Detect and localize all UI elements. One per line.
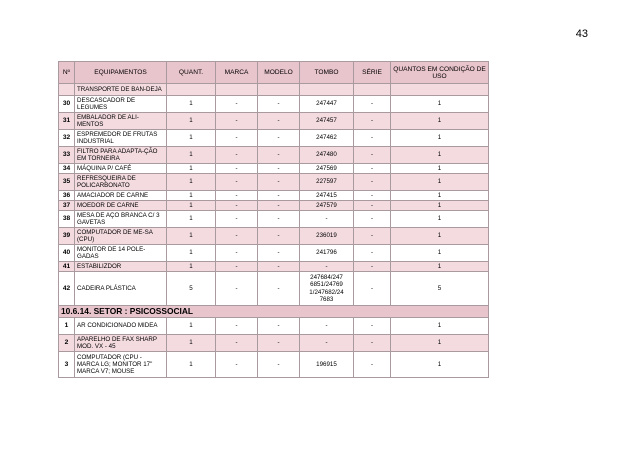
- table-row: [59, 147, 489, 164]
- cell-uso: 1: [391, 96, 489, 113]
- cell-marca: -: [216, 164, 258, 174]
- cell-serie: -: [354, 228, 391, 245]
- cell-uso: 1: [391, 191, 489, 201]
- header-marca: MARCA: [216, 62, 258, 84]
- cell-quant: [167, 84, 216, 96]
- cell-marca: -: [216, 201, 258, 211]
- header-num: Nº: [59, 62, 75, 84]
- cell-serie: -: [354, 201, 391, 211]
- cell-marca: -: [216, 211, 258, 228]
- cell-num: 3: [59, 352, 75, 378]
- cell-marca: -: [216, 245, 258, 262]
- table-row: [59, 84, 489, 96]
- cell-quant: 5: [167, 272, 216, 306]
- cell-serie: -: [354, 245, 391, 262]
- cell-equipamento: DESCASCADOR DE LEGUMES: [75, 96, 167, 113]
- cell-serie: -: [354, 335, 391, 352]
- cell-equipamento: MONITOR DE 14 POLE-GADAS: [75, 245, 167, 262]
- table-row: [59, 201, 489, 211]
- header-equipamentos: EQUIPAMENTOS: [75, 62, 167, 84]
- cell-tombo: 241796: [300, 245, 354, 262]
- cell-tombo: -: [300, 335, 354, 352]
- cell-equipamento: MESA DE AÇO BRANCA C/ 3 GAVETAS: [75, 211, 167, 228]
- cell-marca: -: [216, 191, 258, 201]
- cell-uso: 1: [391, 201, 489, 211]
- cell-marca: -: [216, 147, 258, 164]
- cell-equipamento: COMPUTADOR DE ME-SA (CPU): [75, 228, 167, 245]
- cell-num: 38: [59, 211, 75, 228]
- cell-equipamento: MÁQUINA P/ CAFÉ: [75, 164, 167, 174]
- cell-modelo: -: [258, 228, 300, 245]
- cell-uso: 1: [391, 164, 489, 174]
- cell-num: [59, 84, 75, 96]
- cell-tombo: -: [300, 211, 354, 228]
- cell-tombo: 236019: [300, 228, 354, 245]
- table-row: [59, 174, 489, 191]
- cell-tombo: [300, 84, 354, 96]
- cell-uso: [391, 84, 489, 96]
- cell-quant: 1: [167, 113, 216, 130]
- cell-serie: -: [354, 352, 391, 378]
- cell-tombo: -: [300, 262, 354, 272]
- cell-modelo: -: [258, 113, 300, 130]
- cell-equipamento: TRANSPORTE DE BAN-DEJA: [75, 84, 167, 96]
- cell-uso: 1: [391, 147, 489, 164]
- cell-marca: -: [216, 113, 258, 130]
- header-quant: QUANT.: [167, 62, 216, 84]
- cell-serie: -: [354, 191, 391, 201]
- section-row: [59, 306, 489, 318]
- cell-uso: 5: [391, 272, 489, 306]
- cell-marca: -: [216, 318, 258, 335]
- table-body: [59, 84, 489, 378]
- cell-uso: 1: [391, 174, 489, 191]
- cell-serie: -: [354, 211, 391, 228]
- cell-tombo: 196915: [300, 352, 354, 378]
- table-row: [59, 96, 489, 113]
- cell-modelo: [258, 84, 300, 96]
- table-row: [59, 272, 489, 306]
- cell-marca: -: [216, 174, 258, 191]
- table-row: [59, 352, 489, 378]
- table-row: [59, 318, 489, 335]
- cell-marca: -: [216, 335, 258, 352]
- cell-serie: -: [354, 96, 391, 113]
- cell-modelo: -: [258, 335, 300, 352]
- cell-tombo: -: [300, 318, 354, 335]
- cell-equipamento: FILTRO PARA ADAPTA-ÇÃO EM TORNEIRA: [75, 147, 167, 164]
- cell-modelo: -: [258, 130, 300, 147]
- cell-marca: [216, 84, 258, 96]
- table-row: [59, 211, 489, 228]
- cell-tombo: 247569: [300, 164, 354, 174]
- cell-modelo: -: [258, 352, 300, 378]
- table-row: [59, 245, 489, 262]
- cell-modelo: -: [258, 201, 300, 211]
- cell-quant: 1: [167, 191, 216, 201]
- cell-quant: 1: [167, 96, 216, 113]
- cell-tombo: 247480: [300, 147, 354, 164]
- cell-quant: 1: [167, 228, 216, 245]
- table-row: [59, 228, 489, 245]
- cell-marca: -: [216, 262, 258, 272]
- cell-tombo: 247462: [300, 130, 354, 147]
- cell-uso: 1: [391, 113, 489, 130]
- cell-quant: 1: [167, 147, 216, 164]
- cell-uso: 1: [391, 211, 489, 228]
- cell-num: 1: [59, 318, 75, 335]
- cell-serie: -: [354, 262, 391, 272]
- cell-equipamento: AR CONDICIONADO MIDEA: [75, 318, 167, 335]
- cell-num: 30: [59, 96, 75, 113]
- cell-num: 34: [59, 164, 75, 174]
- cell-tombo: 227597: [300, 174, 354, 191]
- header-serie: SÉRIE: [354, 62, 391, 84]
- cell-quant: 1: [167, 352, 216, 378]
- cell-tombo: 247457: [300, 113, 354, 130]
- cell-marca: -: [216, 352, 258, 378]
- cell-modelo: -: [258, 245, 300, 262]
- cell-modelo: -: [258, 211, 300, 228]
- cell-serie: -: [354, 318, 391, 335]
- cell-num: 33: [59, 147, 75, 164]
- cell-serie: -: [354, 174, 391, 191]
- cell-num: 40: [59, 245, 75, 262]
- cell-modelo: -: [258, 164, 300, 174]
- cell-equipamento: CADEIRA PLÁSTICA: [75, 272, 167, 306]
- cell-tombo: 247415: [300, 191, 354, 201]
- cell-uso: 1: [391, 262, 489, 272]
- equipment-table: [58, 61, 489, 378]
- cell-num: 2: [59, 335, 75, 352]
- cell-equipamento: REFRESQUEIRA DE POLICARBONATO: [75, 174, 167, 191]
- table-row: [59, 130, 489, 147]
- cell-uso: 1: [391, 352, 489, 378]
- cell-serie: -: [354, 272, 391, 306]
- table-row: [59, 113, 489, 130]
- header-tombo: TOMBO: [300, 62, 354, 84]
- table-row: [59, 191, 489, 201]
- cell-serie: -: [354, 113, 391, 130]
- cell-num: 31: [59, 113, 75, 130]
- table-row: [59, 262, 489, 272]
- cell-modelo: -: [258, 174, 300, 191]
- cell-num: 42: [59, 272, 75, 306]
- cell-quant: 1: [167, 201, 216, 211]
- cell-num: 32: [59, 130, 75, 147]
- cell-num: 39: [59, 228, 75, 245]
- table-header-row: [59, 62, 489, 84]
- cell-tombo: 247447: [300, 96, 354, 113]
- cell-equipamento: AMACIADOR DE CARNE: [75, 191, 167, 201]
- cell-marca: -: [216, 272, 258, 306]
- page-number: 43: [575, 28, 588, 40]
- cell-marca: -: [216, 96, 258, 113]
- cell-modelo: -: [258, 147, 300, 164]
- cell-uso: 1: [391, 245, 489, 262]
- cell-quant: 1: [167, 318, 216, 335]
- cell-quant: 1: [167, 211, 216, 228]
- header-modelo: MODELO: [258, 62, 300, 84]
- cell-serie: [354, 84, 391, 96]
- cell-equipamento: ESTABILIZDOR: [75, 262, 167, 272]
- table-row: [59, 335, 489, 352]
- cell-modelo: -: [258, 318, 300, 335]
- cell-quant: 1: [167, 164, 216, 174]
- cell-serie: -: [354, 164, 391, 174]
- cell-modelo: -: [258, 191, 300, 201]
- cell-quant: 1: [167, 174, 216, 191]
- cell-num: 41: [59, 262, 75, 272]
- cell-tombo: 247684/247 6851/24769 1/247682/24 7683: [300, 272, 354, 306]
- table-row: [59, 164, 489, 174]
- cell-num: 36: [59, 191, 75, 201]
- cell-equipamento: EMBALADOR DE ALI-MENTOS: [75, 113, 167, 130]
- cell-modelo: -: [258, 96, 300, 113]
- cell-marca: -: [216, 130, 258, 147]
- cell-marca: -: [216, 228, 258, 245]
- cell-quant: 1: [167, 335, 216, 352]
- cell-modelo: -: [258, 262, 300, 272]
- cell-equipamento: MOEDOR DE CARNE: [75, 201, 167, 211]
- cell-quant: 1: [167, 262, 216, 272]
- cell-serie: -: [354, 130, 391, 147]
- cell-uso: 1: [391, 318, 489, 335]
- cell-uso: 1: [391, 335, 489, 352]
- cell-uso: 1: [391, 130, 489, 147]
- header-uso: QUANTOS EM CONDIÇÃO DE USO: [391, 62, 489, 84]
- cell-num: 37: [59, 201, 75, 211]
- cell-equipamento: APARELHO DE FAX SHARP MOD. VX - 45: [75, 335, 167, 352]
- cell-quant: 1: [167, 245, 216, 262]
- cell-equipamento: COMPUTADOR (CPU - MARCA LG; MONITOR 17" MARCA V7; MOUSE: [75, 352, 167, 378]
- cell-quant: 1: [167, 130, 216, 147]
- cell-num: 35: [59, 174, 75, 191]
- cell-serie: -: [354, 147, 391, 164]
- section-title: 10.6.14. SETOR : PSICOSSOCIAL: [59, 306, 489, 318]
- cell-modelo: -: [258, 272, 300, 306]
- cell-equipamento: ESPREMEDOR DE FRUTAS INDUSTRIAL: [75, 130, 167, 147]
- cell-tombo: 247579: [300, 201, 354, 211]
- cell-uso: 1: [391, 228, 489, 245]
